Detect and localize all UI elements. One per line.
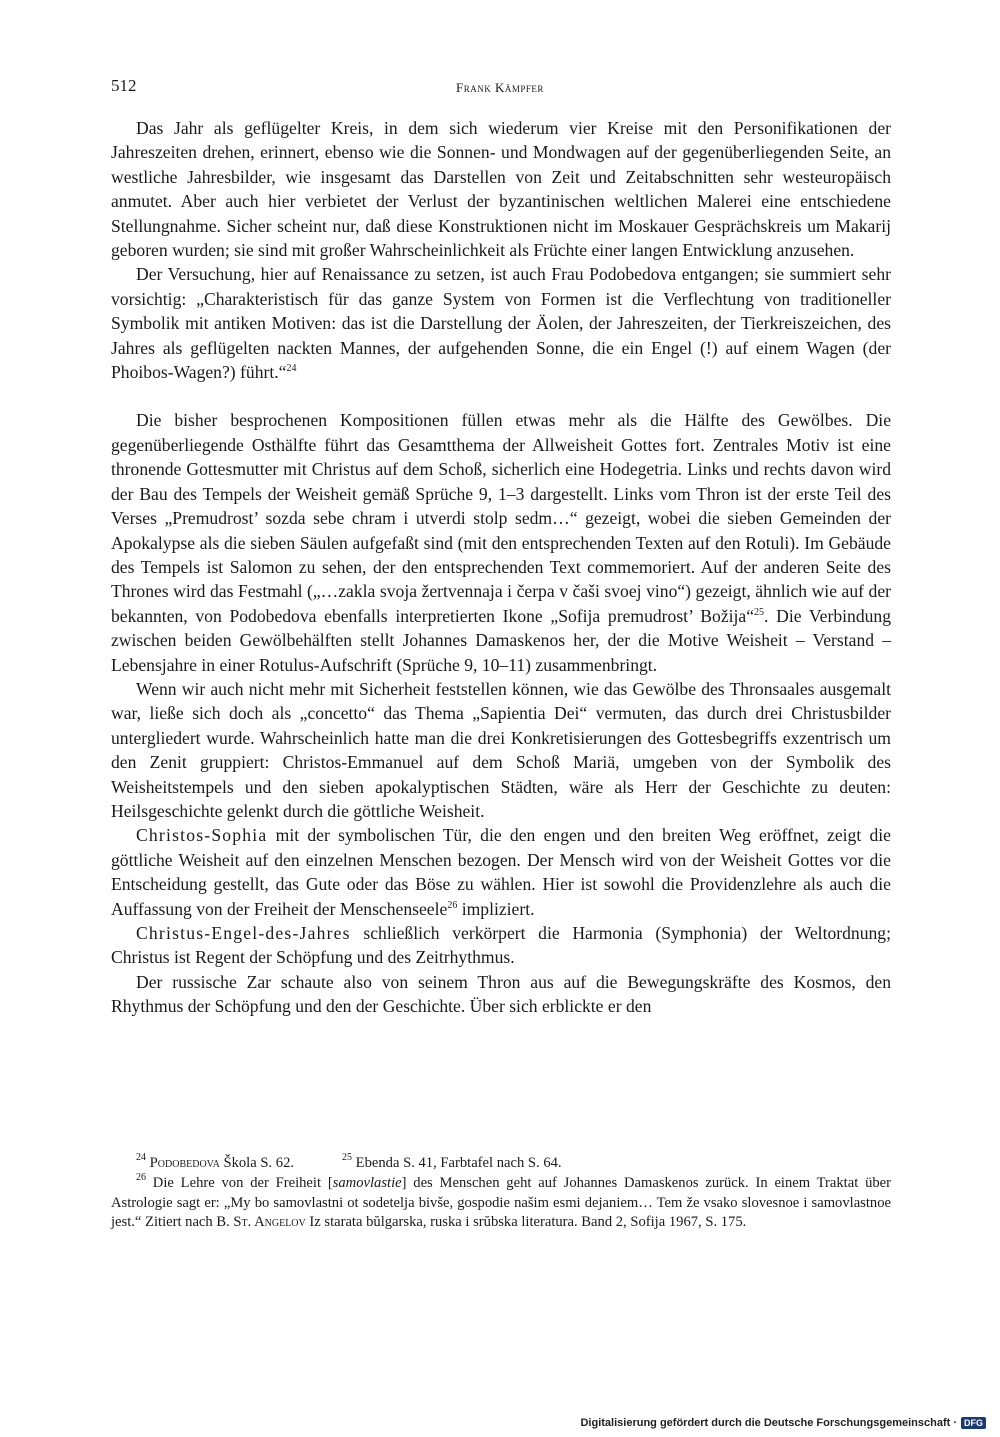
footnote-number: 26 bbox=[136, 1171, 146, 1183]
footnote-text: Iz starata bŭlgarska, ruska i srŭbska literatura. Band 2, Sofija 1967, S. 175. bbox=[305, 1214, 747, 1231]
body-text bbox=[111, 116, 891, 1019]
footnote-text: Die Lehre von der Freiheit [ bbox=[146, 1174, 333, 1191]
paragraph: Der russische Zar schaute also von seinem Thron aus auf die Bewegungskräfte des Kosmos, den Rhythmus der Schöpfung und den der Geschichte. Über sich erblickte er den bbox=[111, 971, 891, 1017]
paragraph-text: impliziert. bbox=[457, 898, 535, 919]
paragraph bbox=[111, 262, 891, 384]
paragraph bbox=[111, 823, 891, 921]
footnote-line bbox=[111, 1154, 891, 1174]
footnote-number: 25 bbox=[342, 1152, 353, 1163]
digitization-credit bbox=[580, 1417, 986, 1429]
dfg-logo-icon: DFG bbox=[961, 1417, 986, 1429]
spaced-term: Christus-Engel-des-Jahres bbox=[136, 923, 351, 943]
footnote-ref: 24 bbox=[286, 363, 297, 375]
paragraph bbox=[111, 921, 891, 970]
paragraph-text: mit der symbolischen Tür, die den engen und den breiten Weg eröffnet, zeigt die göttliche Weisheit auf den einzelnen Menschen bezogen. Der Mensch wird von der Weisheit Gottes vor die Entscheidung gestellt, das Gute oder das Böse zu wählen. Hier ist sowohl die Providenzlehre als auch die Auffassung von der Freiheit der Menschenseele bbox=[111, 825, 891, 919]
footnote-italic: samovlastie bbox=[332, 1174, 402, 1191]
footnote-text: Škola S. 62. bbox=[219, 1155, 295, 1171]
footnote-ref: 25 bbox=[754, 606, 765, 618]
footnote bbox=[111, 1171, 892, 1233]
footnote-text: ] des Menschen geht auf Johannes Damaskenos zurück. In einem Traktat über Astrologie sagt er: „My bo samovlastni ot sodetelja bivše, gospodie našim esmi dejaniem… Tem že vsako slovesnoe i samovlastnoe jest.“ Zitiert nach bbox=[111, 1174, 892, 1231]
spaced-term: Christos-Sophia bbox=[136, 825, 268, 846]
footnotes bbox=[111, 1154, 891, 1233]
footnote-number: 24 bbox=[136, 1152, 146, 1163]
paragraph: Wenn wir auch nicht mehr mit Sicherheit feststellen können, wie das Gewölbe des Thronsaales ausgemalt war, ließe sich doch als „concetto“ das Thema „Sapientia Dei“ vermuten, das durch drei Christusbilder untergliedert wurde. Wahrscheinlich hatte man die drei Konkretisierungen des Gottesbegriffs exzentrisch um den Zenit gruppiert: Christos-Emmanuel auf dem Schoß Mariä, umgeben von der Symbolik des Weisheitstempels und den sieben apokalyptischen Städten, wäre als Herr der Geschichte zu deuten: Heilsgeschichte gelenkt durch die göttliche Weisheit. bbox=[111, 678, 891, 821]
paragraph-text: Die bisher besprochenen Kompositionen füllen etwas mehr als die Hälfte des Gewölbes. Die gegenüberliegende Osthälfte führt das Gesamtthema der Allweisheit Gottes fort. Zentrales Motiv ist eine thronende Gottesmutter mit Christus auf dem Schoß, sicherlich eine Hodegetria. Links und rechts davon wird der Bau des Tempels der Weisheit gemäß Sprüche 9, 1–3 dargestellt. Links vom Thron ist der erste Teil des Verses „Premudrost’ sozda sebe chram i utverdi stolp sedm…“ gezeigt, wobei die sieben Gemeinden der Apokalypse als die sieben Säulen aufgefaßt sind (mit den entsprechenden Texten auf den Rotuli). Im Gebäude des Tempels ist Salomon zu sehen, der den entsprechenden Text commemoriert. Auf der anderen Seite des Thrones wird das Festmahl („…zakla svoja žertvennaja i čerpa v čaši svoej vino“) gezeigt, ähnlich wie auf der bekannten, von Podobedova ebenfalls interpretierten Ikone „Sofija premudrost’ Božija“ bbox=[111, 410, 891, 626]
paragraph-text: . Die Verbindung zwischen beiden Gewölbehälften stellt Johannes Damaskenos her, der die Motive Weisheit – Verstand – Lebensjahre in einer Rotulus-Aufschrift (Sprüche 9, 10–11) zusammenbringt. bbox=[111, 605, 892, 675]
paragraph-text: Der Versuchung, hier auf Renaissance zu setzen, ist auch Frau Podobedova entgangen; sie summiert sehr vorsichtig: „Charakteristisch für das ganze System von Formen ist die Verflechtung von traditioneller Symbolik mit antiken Motiven: das ist die Darstellung der Äolen, der Jahreszeiten, der Tierkreiszeichen, des Jahres als geflügelten nackten Mannes, der aufgehenden Sonne, die ein Engel (!) auf einem Wagen (der Phoibos-Wagen?) führt.“ bbox=[111, 264, 891, 383]
running-head: Frank Kämpfer bbox=[456, 80, 544, 95]
page-number: 512 bbox=[111, 76, 137, 95]
footnote-author: Podobedova bbox=[149, 1155, 220, 1171]
footnote-author: B. St. Angelov bbox=[216, 1214, 306, 1231]
footnote-ref: 26 bbox=[447, 899, 458, 911]
paragraph-text: schließlich verkörpert die Harmonia (Symphonia) der Weltordnung; Christus ist Regent der Schöpfung und des Zeitrhythmus. bbox=[111, 923, 891, 968]
paragraph bbox=[111, 408, 891, 676]
credit-text: Digitalisierung gefördert durch die Deutsche Forschungsgemeinschaft · bbox=[580, 1417, 957, 1429]
paragraph: Das Jahr als geflügelter Kreis, in dem sich wiederum vier Kreise mit den Personifikationen der Jahreszeiten drehen, erinnert, ebenso wie die Sonnen- und Mondwagen auf der gegenüberliegenden Seite, an westliche Jahresbilder, wie insgesamt das Darstellen von Zeit und Zeitabschnitten sehr westeuropäisch anmutet. Aber auch hier verbietet der Verlust der byzantinischen weltlichen Malerei eine entschiedene Stellungnahme. Sicher scheint nur, daß diese Konstruktionen nicht im Moskauer Gesprächskreis um Makarij geboren wurden; sie sind mit großer Wahrscheinlichkeit als Früchte einer langen Entwicklung anzusehen. bbox=[111, 118, 891, 261]
footnote-text: Ebenda S. 41, Farbtafel nach S. 64. bbox=[352, 1155, 562, 1171]
